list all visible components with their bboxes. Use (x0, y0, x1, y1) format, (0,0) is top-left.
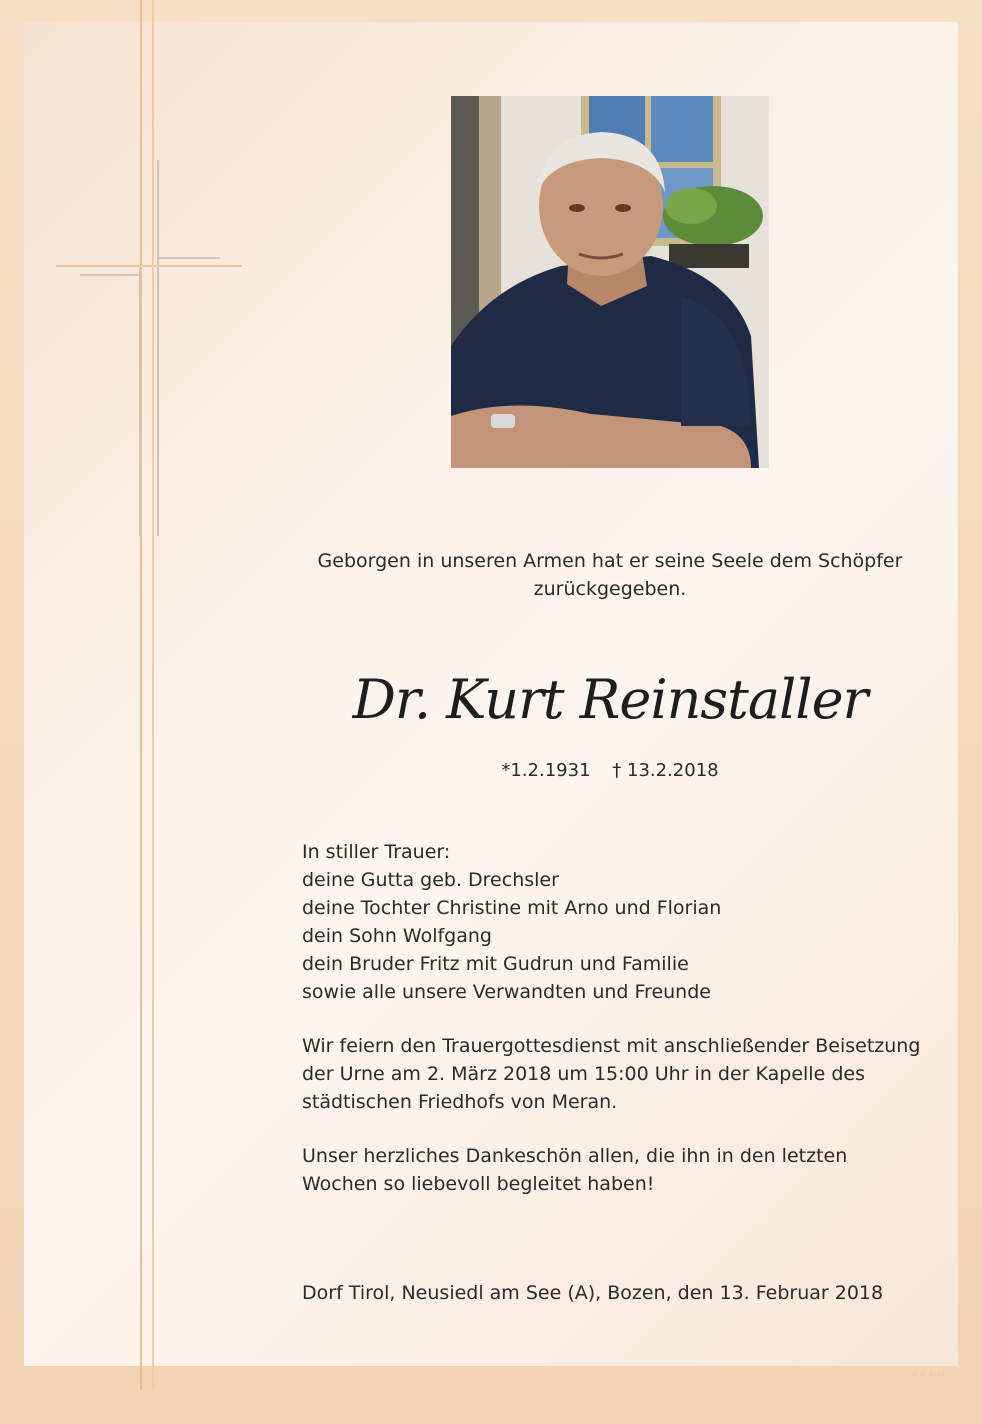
mourner-line: dein Bruder Fritz mit Gudrun und Familie (302, 953, 689, 975)
life-dates (290, 760, 930, 781)
mourner-line: deine Tochter Christine mit Arno und Florian (302, 897, 722, 919)
mourner-line: deine Gutta geb. Drechsler (302, 869, 559, 891)
deceased-name: Dr. Kurt Reinstaller (352, 668, 868, 731)
quote-line: Geborgen in unseren Armen hat er seine Seele dem Schöpfer (317, 550, 903, 572)
mourner-line: sowie alle unsere Verwandten und Freunde (302, 981, 711, 1003)
place-date-text: Dorf Tirol, Neusiedl am See (A), Bozen, den 13. Februar 2018 (302, 1282, 884, 1304)
birth-date: *1.2.1931 (501, 760, 591, 781)
death-date: † 13.2.2018 (612, 760, 719, 781)
service-info (302, 1032, 942, 1116)
service-line: der Urne am 2. März 2018 um 15:00 Uhr in der Kapelle des (302, 1063, 865, 1085)
thanks-note (302, 1142, 942, 1198)
mourner-line: dein Sohn Wolfgang (302, 925, 492, 947)
decorative-line-right (152, 0, 154, 1390)
service-line: städtischen Friedhofs von Meran. (302, 1091, 618, 1113)
thanks-line: Wochen so liebevoll begleitet haben! (302, 1173, 655, 1195)
mourner-line: In stiller Trauer: (302, 841, 451, 863)
mourners-list (302, 838, 942, 1006)
service-line: Wir feiern den Trauergottesdienst mit anschließender Beisetzung (302, 1035, 921, 1057)
decorative-line-left (140, 0, 142, 1390)
quote (290, 547, 930, 603)
place-date (302, 1279, 942, 1307)
watermark: © SF 9120 (912, 1371, 945, 1378)
thanks-line: Unser herzliches Dankeschön allen, die ihn in den letzten (302, 1145, 848, 1167)
quote-line: zurückgegeben. (533, 578, 687, 600)
portrait-photo (451, 96, 769, 468)
